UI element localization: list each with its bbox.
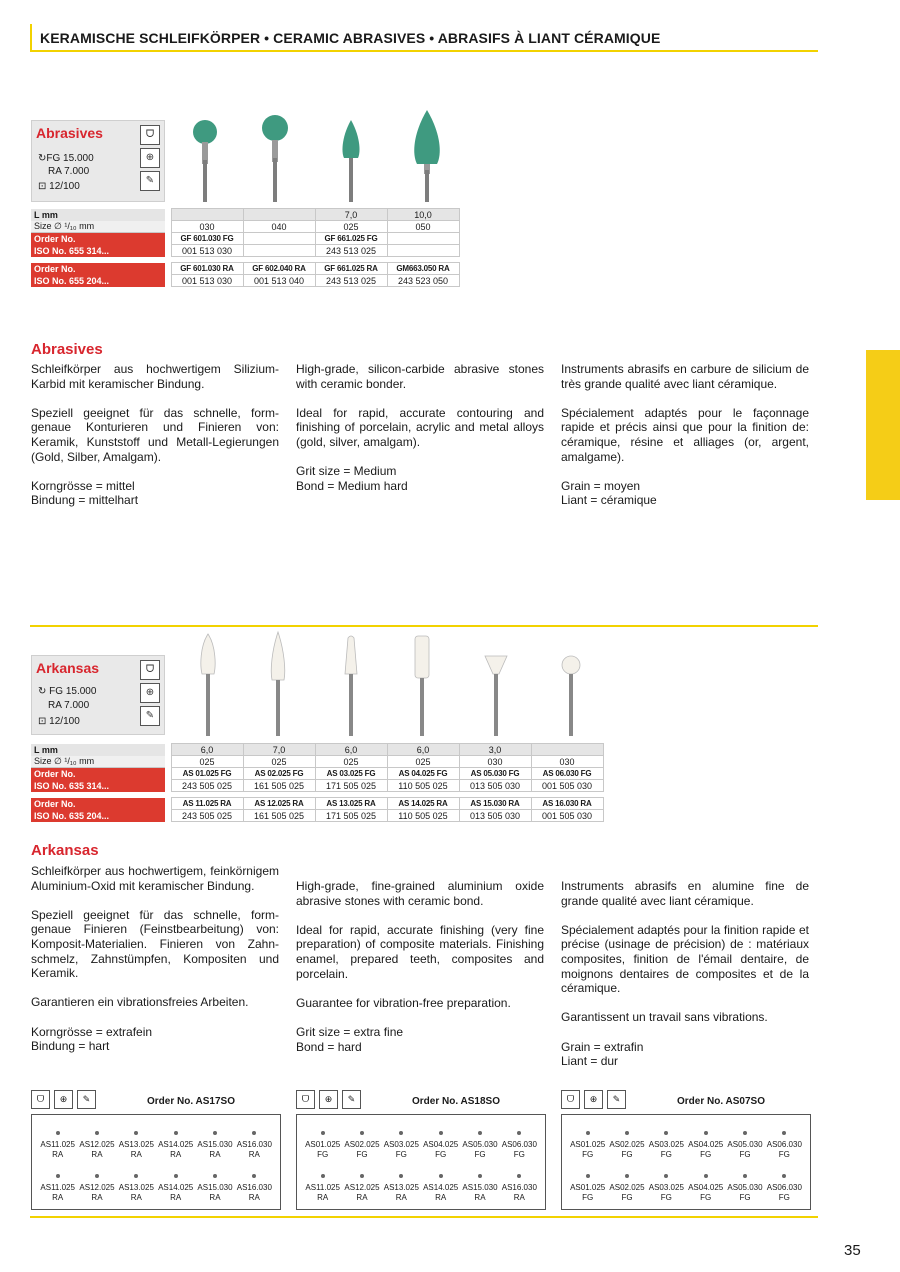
kit-item: AS15.030 RA	[195, 1131, 234, 1160]
kit-item: AS14.025 RA	[156, 1174, 195, 1203]
kit-order-number: Order No. AS17SO	[147, 1096, 235, 1107]
package-icon: ⊡	[38, 181, 50, 192]
kit-header	[31, 1090, 281, 1112]
abrasives-ra-speed: RA 7.000	[48, 166, 90, 177]
kit-item: AS13.025 RA	[117, 1131, 156, 1160]
order-number: AS 05.030 FG	[459, 768, 531, 780]
order-number	[243, 233, 315, 245]
header-accent	[30, 24, 32, 52]
kit-box	[296, 1114, 546, 1210]
lab-tool-icon: ✎	[607, 1090, 626, 1109]
order-number: GM663.050 RA	[387, 263, 459, 275]
kit-item: AS15.030 RA	[195, 1174, 234, 1203]
tooth-icon: ᗜ	[140, 660, 160, 680]
kit-item: AS02.025 FG	[342, 1131, 381, 1160]
lab-tool-icon: ✎	[77, 1090, 96, 1109]
iso-fg-label: ISO No. 635 314...	[31, 780, 165, 792]
iso-ra-label: ISO No. 635 204...	[31, 810, 165, 822]
kit-item: AS15.030 RA	[460, 1174, 499, 1203]
order-number: AS 02.025 FG	[243, 768, 315, 780]
size-label: Size ∅ ¹/₁₀ mm	[31, 221, 165, 233]
abrasives-spec-table: L mm 7,0 10,0 Size ∅ ¹/₁₀ mm 030 040 025 050 Order No. GF 601.030 FG GF 661.025 FG ISO No. 655 314... 001 513 030 243 513 025 Order No. GF 601.030 RA GF 602.040 RA GF 661.025 RA GM663.050 RA ISO No. 655 204... 001 513 030 001 513 040 243 513 025 243 523 050	[31, 208, 460, 287]
l-label: L mm	[31, 209, 165, 221]
lab-tool-icon: ✎	[342, 1090, 361, 1109]
bur-as04	[410, 634, 434, 740]
ra-order-label: Order No.	[31, 263, 165, 275]
abrasives-fg-speed: ↻FG 15.000	[38, 153, 94, 164]
kit-item: AS16.030 RA	[235, 1174, 274, 1203]
kit-item: AS06.030 FG	[765, 1174, 804, 1203]
order-number: GF 601.030 RA	[171, 263, 243, 275]
kit-order-number: Order No. AS18SO	[412, 1096, 500, 1107]
tooth-icon: ᗜ	[140, 125, 160, 145]
order-number: AS 13.025 RA	[315, 798, 387, 810]
order-number: GF 661.025 RA	[315, 263, 387, 275]
footer-divider	[30, 1216, 818, 1218]
abrasives-text-fr: Instruments abrasifs en carbure de silicium de très grande qualité avec liant céramique. Spécialement adaptés pour le façonnage rapide et précis ainsi que pour la finition de: céramique, résine et alliages (or, argent, amalgame). Grain = moyen Liant = céramique	[561, 362, 809, 508]
kit-order-number: Order No. AS07SO	[677, 1096, 765, 1107]
bur-as02	[266, 630, 290, 740]
order-number: GF 602.040 RA	[243, 263, 315, 275]
order-number: AS 15.030 RA	[459, 798, 531, 810]
tooth-icon: ᗜ	[31, 1090, 50, 1109]
kit-item: AS11.025 RA	[38, 1131, 77, 1160]
kit-item: AS11.025 RA	[38, 1174, 77, 1203]
chapter-tab	[866, 350, 900, 500]
abrasives-text-de: Schleifkörper aus hochwertigem Silizium-Karbid mit keramischer Bindung. Speziell geeignet für das schnelle, form-genaue Konturieren und Finieren von: Keramik, Kunststoff und Metall-Legierungen (Gold, Silber, Amalgam). Korngrösse = mittel Bindung = mittelhart	[31, 362, 279, 508]
kit-item: AS12.025 RA	[77, 1174, 116, 1203]
abrasives-text-en: High-grade, silicon-carbide abrasive stones with ceramic bonder. Ideal for rapid, accurate contouring and finishing of porcelain, acrylic and metal alloys (gold, silver, amalgam). Grit size = Medium Bond = Medium hard	[296, 362, 544, 493]
kit-item: AS13.025 RA	[117, 1174, 156, 1203]
kit-box	[31, 1114, 281, 1210]
lab-tool-icon: ✎	[140, 706, 160, 726]
kit-grid	[303, 1131, 539, 1203]
application-icons	[140, 125, 160, 194]
kit-item: AS16.030 RA	[235, 1131, 274, 1160]
kit-item: AS14.025 RA	[421, 1174, 460, 1203]
application-icons	[140, 660, 160, 729]
kit-item: AS02.025 FG	[607, 1174, 646, 1203]
tooth-icon: ᗜ	[296, 1090, 315, 1109]
kit-item: AS01.025 FG	[303, 1131, 342, 1160]
abrasives-info-box	[31, 120, 165, 202]
kit-item: AS03.025 FG	[647, 1174, 686, 1203]
tooth-icon: ᗜ	[561, 1090, 580, 1109]
kit-header	[296, 1090, 546, 1112]
adjustment-icon: ⊕	[140, 148, 160, 168]
arkansas-text-de: Schleifkörper aus hochwertigem, feinkörnigem Aluminium-Oxid mit keramischer Bindung. Speziell geeignet für das schnelle, form-genaue Finieren (Feinstbearbeitung) von: Komposit-Materialien. Finieren von Zahn-schmelz, Zahnstümpfen, Kompositen und Keramik. Garantieren ein vibrationsfreies Arbeiten. Korngrösse = extrafein Bindung = hart	[31, 864, 279, 1054]
kit-item: AS06.030 FG	[765, 1131, 804, 1160]
kit-item: AS03.025 FG	[382, 1131, 421, 1160]
order-number: AS 06.030 FG	[531, 768, 603, 780]
adjustment-icon: ⊕	[584, 1090, 603, 1109]
kit-item: AS04.025 FG	[686, 1174, 725, 1203]
lab-tool-icon: ✎	[140, 171, 160, 191]
arkansas-box-title: Arkansas	[36, 660, 100, 676]
iso-ra-label: ISO No. 655 204...	[31, 275, 165, 287]
size-label: Size ∅ ¹/₁₀ mm	[31, 756, 165, 768]
bur-as06	[557, 654, 585, 740]
rpm-icon: ↻	[38, 153, 47, 164]
arkansas-info-box	[31, 655, 165, 735]
arkansas-text-en: High-grade, fine-grained aluminium oxide abrasive stones with ceramic bond. Ideal for rapid, accurate finishing (very fine preparation) of composite materials. Finishing enamel, prepared teeth, composites and porcelain. Guarantee for vibration-free preparation. Grit size = extra fine Bond = hard	[296, 879, 544, 1054]
arkansas-text-fr: Instruments abrasifs en alumine fine de grande qualité avec liant céramique. Spécialement adaptés pour la finition rapide et précise (usinage de précision) de : matériaux composites, finition de l'émail dentaire, de moignons dentaires de composites et de la céramique. Garantissent un travail sans vibrations. Grain = extrafin Liant = dur	[561, 879, 809, 1069]
kit-item: AS11.025 RA	[303, 1174, 342, 1203]
order-number: GF 601.030 FG	[171, 233, 243, 245]
l-label: L mm	[31, 744, 165, 756]
order-number: AS 11.025 RA	[171, 798, 243, 810]
kit-box	[561, 1114, 811, 1210]
kit-item: AS14.025 RA	[156, 1131, 195, 1160]
kit-item: AS01.025 FG	[568, 1174, 607, 1203]
kit-item: AS01.025 FG	[568, 1131, 607, 1160]
kit-item: AS02.025 FG	[607, 1131, 646, 1160]
section-divider	[30, 625, 818, 627]
kit-item: AS06.030 FG	[500, 1131, 539, 1160]
arkansas-ra-speed: RA 7.000	[48, 700, 90, 711]
package-icon: ⊡	[38, 716, 50, 727]
bur-gf601	[188, 116, 222, 206]
bur-as05	[482, 654, 510, 740]
rpm-icon: ↻	[38, 686, 50, 697]
fg-order-label: Order No.	[31, 768, 165, 780]
arkansas-fg-speed: ↻ FG 15.000	[38, 686, 97, 697]
arkansas-section-title: Arkansas	[31, 842, 99, 859]
order-number	[387, 233, 459, 245]
kit-grid	[568, 1131, 804, 1203]
kit-item: AS05.030 FG	[725, 1174, 764, 1203]
iso-fg-label: ISO No. 655 314...	[31, 245, 165, 257]
arkansas-pack: ⊡ 12/100	[38, 716, 80, 727]
order-number: AS 03.025 FG	[315, 768, 387, 780]
order-number: AS 16.030 RA	[531, 798, 603, 810]
kit-item: AS12.025 RA	[342, 1174, 381, 1203]
ra-order-label: Order No.	[31, 798, 165, 810]
page-title: KERAMISCHE SCHLEIFKÖRPER • CERAMIC ABRASIVES • ABRASIFS À LIANT CÉRAMIQUE	[40, 30, 661, 46]
kit-grid	[38, 1131, 274, 1203]
fg-order-label: Order No.	[31, 233, 165, 245]
bur-as01	[196, 632, 220, 740]
kit-item: AS03.025 FG	[647, 1131, 686, 1160]
kit-item: AS13.025 RA	[382, 1174, 421, 1203]
adjustment-icon: ⊕	[140, 683, 160, 703]
kit-item: AS05.030 FG	[460, 1131, 499, 1160]
kit-item: AS16.030 RA	[500, 1174, 539, 1203]
kit-header	[561, 1090, 811, 1112]
adjustment-icon: ⊕	[54, 1090, 73, 1109]
bur-gf602	[258, 110, 292, 206]
order-number: AS 04.025 FG	[387, 768, 459, 780]
adjustment-icon: ⊕	[319, 1090, 338, 1109]
kit-item: AS04.025 FG	[686, 1131, 725, 1160]
abrasives-section-title: Abrasives	[31, 341, 103, 358]
page-number: 35	[844, 1242, 861, 1259]
order-number: AS 14.025 RA	[387, 798, 459, 810]
order-number: GF 661.025 FG	[315, 233, 387, 245]
header-rule	[30, 50, 818, 52]
bur-gf661	[334, 116, 368, 206]
abrasives-box-title: Abrasives	[36, 125, 103, 141]
bur-gm663	[405, 108, 449, 206]
abrasives-pack: ⊡ 12/100	[38, 181, 80, 192]
kit-item: AS05.030 FG	[725, 1131, 764, 1160]
bur-as03	[339, 634, 363, 740]
order-number: AS 12.025 RA	[243, 798, 315, 810]
kit-item: AS04.025 FG	[421, 1131, 460, 1160]
order-number: AS 01.025 FG	[171, 768, 243, 780]
arkansas-spec-table: L mm 6,0 7,0 6,0 6,0 3,0 Size ∅ ¹/₁₀ mm 025 025 025 025 030 030 Order No. AS 01.025 FG AS 02.025 FG AS 03.025 FG AS 04.025 FG AS 05.030 FG AS 06.030 FG ISO No. 635 314... 243 505 025 161 505 025 171 505 025 110 505 025 013 505 030 001 505 030 Order No. AS 11.025 RA AS 12.025 RA AS 13.025 RA AS 14.025 RA AS 15.030 RA AS 16.030 RA ISO No. 635 204... 243 505 025 161 505 025 171 505 025 110 505 025 013 505 030 001 505 030	[31, 743, 604, 822]
kit-item: AS12.025 RA	[77, 1131, 116, 1160]
